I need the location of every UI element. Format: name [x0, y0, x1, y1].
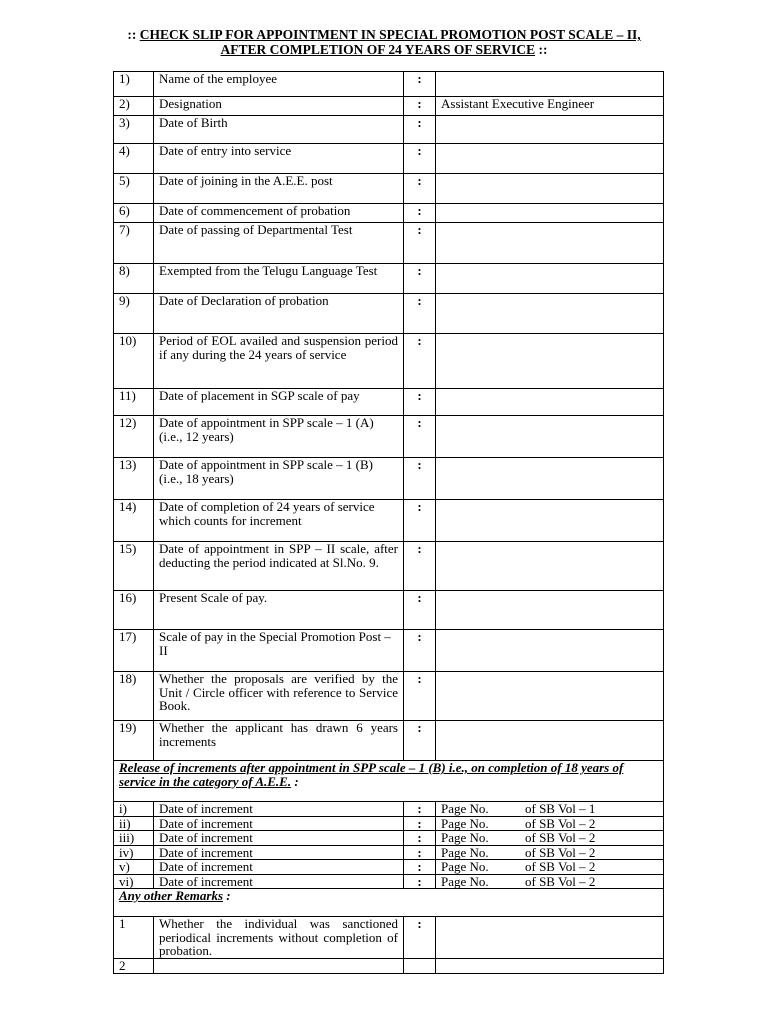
remark-value-field[interactable] [436, 917, 664, 959]
row-label: Present Scale of pay. [154, 591, 404, 630]
row-label: Designation [154, 97, 404, 116]
remark-number: 1 [114, 917, 154, 959]
value-field[interactable] [436, 116, 664, 144]
release-section-heading [114, 761, 664, 802]
row-label: Date of passing of Departmental Test [154, 223, 404, 264]
table-row [114, 116, 664, 144]
value-field[interactable] [436, 630, 664, 672]
title-line-1 [0, 27, 768, 42]
colon-separator: : [404, 174, 436, 204]
value-field[interactable] [436, 721, 664, 761]
remark-number: 2 [114, 959, 154, 974]
increment-label: Date of increment [154, 831, 404, 846]
row-number: 13) [114, 458, 154, 500]
colon-separator: : [404, 144, 436, 174]
increment-row [114, 831, 664, 846]
increment-label: Date of increment [154, 860, 404, 875]
row-number: 8) [114, 264, 154, 294]
value-field[interactable] [436, 591, 664, 630]
row-label: Date of appointment in SPP – II scale, after deducting the period indicated at Sl.No. 9. [154, 542, 404, 591]
colon-separator: : [404, 389, 436, 416]
table-row [114, 630, 664, 672]
table-row [114, 204, 664, 223]
colon-separator: : [404, 458, 436, 500]
sb-vol-label: of SB Vol – 2 [525, 830, 596, 845]
colon-separator: : [404, 831, 436, 846]
document-title [0, 27, 768, 57]
page-no-label: Page No. [441, 801, 489, 816]
increment-row [114, 816, 664, 831]
table-row [114, 334, 664, 389]
table-row [114, 591, 664, 630]
check-slip-table [113, 71, 664, 974]
increment-row [114, 845, 664, 860]
remark-label: Whether the individual was sanctioned periodical increments without completion of probation. [154, 917, 404, 959]
row-label: Date of Birth [154, 116, 404, 144]
colon-separator: : [404, 416, 436, 458]
sb-vol-label: of SB Vol – 2 [525, 844, 596, 860]
row-number: 9) [114, 294, 154, 334]
table-row [114, 500, 664, 542]
increment-number: i) [114, 802, 154, 817]
row-number: 1) [114, 72, 154, 97]
increment-page-ref[interactable] [436, 860, 664, 875]
increment-page-ref[interactable] [436, 845, 664, 860]
colon-separator: : [404, 721, 436, 761]
increment-label: Date of increment [154, 874, 404, 889]
row-label: Date of Declaration of probation [154, 294, 404, 334]
title-prefix: :: [127, 27, 137, 42]
increment-page-ref[interactable] [436, 831, 664, 846]
table-row [114, 223, 664, 264]
row-label: Date of appointment in SPP scale – 1 (B) (i.e., 18 years) [154, 458, 404, 500]
table-row [114, 672, 664, 721]
table-row [114, 264, 664, 294]
colon-separator: : [404, 917, 436, 959]
table-row [114, 542, 664, 591]
release-heading-colon: : [291, 773, 299, 789]
value-field[interactable] [436, 294, 664, 334]
increment-row [114, 802, 664, 817]
remarks-row [114, 959, 664, 974]
value-field[interactable] [436, 72, 664, 97]
value-field[interactable] [436, 458, 664, 500]
colon-separator: : [404, 264, 436, 294]
value-field[interactable] [436, 204, 664, 223]
table-row [114, 294, 664, 334]
colon-separator: : [404, 630, 436, 672]
colon-separator: : [404, 816, 436, 831]
colon-separator: : [404, 334, 436, 389]
row-number: 7) [114, 223, 154, 264]
row-label: Date of joining in the A.E.E. post [154, 174, 404, 204]
colon-separator: : [404, 802, 436, 817]
increment-row [114, 874, 664, 889]
increment-number: v) [114, 860, 154, 875]
row-label: Exempted from the Telugu Language Test [154, 264, 404, 294]
table-row [114, 97, 664, 116]
colon-separator: : [404, 591, 436, 630]
release-section-header [114, 761, 664, 802]
value-field[interactable] [436, 416, 664, 458]
row-number: 2) [114, 97, 154, 116]
page-no-label: Page No. [441, 815, 489, 831]
title-text-2: AFTER COMPLETION OF 24 YEARS OF SERVICE [220, 42, 536, 57]
colon-separator: : [404, 204, 436, 223]
colon-separator: : [404, 672, 436, 721]
sb-vol-label: of SB Vol – 2 [525, 873, 596, 889]
increment-label: Date of increment [154, 816, 404, 831]
colon-separator: : [404, 97, 436, 116]
table-row [114, 72, 664, 97]
sb-vol-label: of SB Vol – 1 [525, 801, 596, 816]
row-number: 19) [114, 721, 154, 761]
page-no-label: Page No. [441, 830, 489, 845]
page-no-label: Page No. [441, 873, 489, 889]
title-suffix: :: [538, 42, 548, 57]
increment-label: Date of increment [154, 845, 404, 860]
colon-separator: : [404, 860, 436, 875]
value-field[interactable] [436, 542, 664, 591]
value-field[interactable]: Assistant Executive Engineer [436, 97, 664, 116]
value-field[interactable] [436, 223, 664, 264]
row-label: Period of EOL availed and suspension period if any during the 24 years of service [154, 334, 404, 389]
value-field[interactable] [436, 672, 664, 721]
remarks-section-heading [114, 889, 664, 917]
increment-row [114, 860, 664, 875]
increment-number: iii) [114, 831, 154, 846]
row-label: Date of completion of 24 years of service which counts for increment [154, 500, 404, 542]
row-number: 10) [114, 334, 154, 389]
row-number: 18) [114, 672, 154, 721]
remarks-row [114, 917, 664, 959]
row-number: 12) [114, 416, 154, 458]
row-number: 14) [114, 500, 154, 542]
increment-page-ref[interactable] [436, 874, 664, 889]
value-field[interactable] [436, 144, 664, 174]
row-number: 16) [114, 591, 154, 630]
increment-page-ref[interactable] [436, 802, 664, 817]
row-number: 11) [114, 389, 154, 416]
row-label: Name of the employee [154, 72, 404, 97]
table-row [114, 458, 664, 500]
remarks-heading-colon: : [223, 888, 231, 903]
remarks-heading-text: Any other Remarks [119, 888, 224, 903]
row-number: 5) [114, 174, 154, 204]
colon-separator: : [404, 116, 436, 144]
row-number: 4) [114, 144, 154, 174]
title-line-2 [0, 42, 768, 57]
colon-separator: : [404, 874, 436, 889]
release-heading-text: Release of increments after appointment in SPP scale – 1 (B) i.e., on completion of 18 years of service in the category of A.E.E. [119, 760, 624, 789]
remark-label[interactable] [154, 959, 404, 974]
colon-separator: : [404, 294, 436, 334]
colon-separator: : [404, 72, 436, 97]
table-row [114, 389, 664, 416]
value-field[interactable] [436, 500, 664, 542]
increment-label: Date of increment [154, 802, 404, 817]
row-number: 3) [114, 116, 154, 144]
page-no-label: Page No. [441, 844, 489, 860]
title-text-1: CHECK SLIP FOR APPOINTMENT IN SPECIAL PROMOTION POST SCALE – II, [139, 27, 641, 42]
table-row [114, 416, 664, 458]
value-field[interactable] [436, 334, 664, 389]
row-number: 15) [114, 542, 154, 591]
sb-vol-label: of SB Vol – 2 [525, 859, 596, 874]
row-label: Date of placement in SGP scale of pay [154, 389, 404, 416]
row-label: Scale of pay in the Special Promotion Post – II [154, 630, 404, 672]
row-label: Date of appointment in SPP scale – 1 (A) (i.e., 12 years) [154, 416, 404, 458]
row-label: Whether the proposals are verified by the Unit / Circle officer with reference to Service Book. [154, 672, 404, 721]
increment-number: vi) [114, 874, 154, 889]
table-row [114, 174, 664, 204]
colon-separator: : [404, 223, 436, 264]
row-label: Date of entry into service [154, 144, 404, 174]
increment-number: iv) [114, 845, 154, 860]
value-field[interactable] [436, 389, 664, 416]
colon-separator: : [404, 542, 436, 591]
value-field[interactable] [436, 264, 664, 294]
row-label: Whether the applicant has drawn 6 years increments [154, 721, 404, 761]
colon-separator: : [404, 845, 436, 860]
value-field[interactable] [436, 174, 664, 204]
remark-value-field[interactable] [436, 959, 664, 974]
table-row [114, 144, 664, 174]
page-no-label: Page No. [441, 859, 489, 874]
row-label: Date of commencement of probation [154, 204, 404, 223]
table-row [114, 721, 664, 761]
remarks-section-header [114, 889, 664, 917]
row-number: 6) [114, 204, 154, 223]
colon-separator: : [404, 500, 436, 542]
increment-page-ref[interactable] [436, 816, 664, 831]
increment-number: ii) [114, 816, 154, 831]
sb-vol-label: of SB Vol – 2 [525, 815, 596, 831]
remark-colon-cell [404, 959, 436, 974]
row-number: 17) [114, 630, 154, 672]
